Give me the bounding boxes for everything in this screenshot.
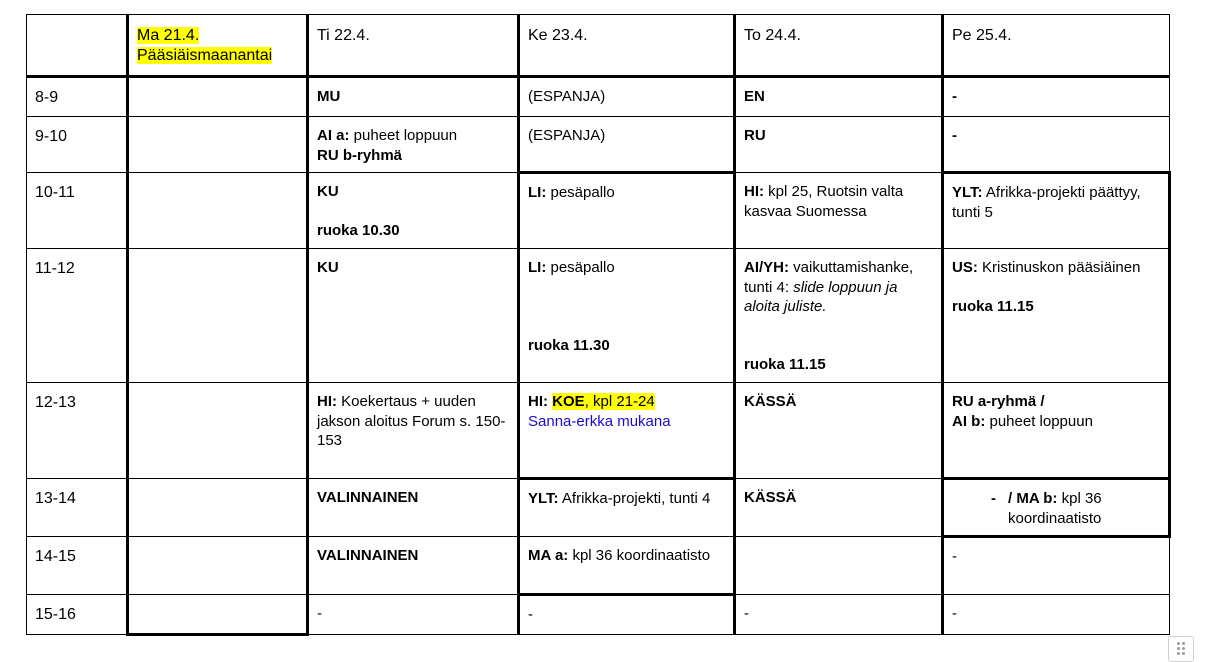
fri-cell[interactable] [943,117,1170,173]
wed-cell[interactable] [519,173,735,249]
mon-cell[interactable] [128,77,308,117]
fri-cell[interactable] [943,249,1170,383]
subject-label: KU [317,183,339,200]
time-cell[interactable] [27,249,128,383]
tue-cell[interactable] [308,383,519,479]
note-text: Sanna-erkka mukana [528,412,671,430]
task-text: Afrikka-projekti, tunti 4 [558,490,711,507]
subject-label: AI b: [952,412,986,430]
subject-label: - [952,548,957,565]
lunch-label: ruoka 11.15 [952,297,1034,315]
tue-cell[interactable] [308,173,519,249]
thu-cell[interactable] [735,383,943,479]
thu-cell[interactable] [735,479,943,537]
subject-label: KU [317,259,339,276]
subject-label: KÄSSÄ [744,393,797,410]
subject-label: HI: [528,393,553,410]
wed-cell[interactable] [519,479,735,537]
header-tue[interactable] [308,15,519,77]
row-14-15 [27,537,1170,595]
mon-cell[interactable] [128,173,308,249]
time-label: 14-15 [35,548,76,565]
time-label: 10-11 [35,184,75,201]
tue-cell[interactable] [308,479,519,537]
header-fri[interactable] [943,15,1170,77]
row-12-13 [27,383,1170,479]
bullet-item [952,489,1160,528]
fri-cell[interactable] [943,173,1170,249]
mon-cell[interactable] [128,383,308,479]
exam-label: KOE [552,393,585,410]
time-cell[interactable] [27,383,128,479]
task-text: Kristinuskon pääsiäinen [977,259,1141,276]
subject-label: KÄSSÄ [744,489,797,506]
exam-chapters: , kpl 21-24 [584,393,655,410]
task-italic-text: slide loppuun ja aloita juliste. [744,278,898,315]
time-cell[interactable] [27,479,128,537]
time-label: 11-12 [35,260,75,277]
subject-label: AI a: [317,127,350,144]
thu-cell[interactable] [735,173,943,249]
time-cell[interactable] [27,173,128,249]
header-fri-label: Pe 25.4. [952,27,1012,44]
subject-label: RU [744,127,766,144]
header-thu[interactable] [735,15,943,77]
mon-cell[interactable] [128,595,308,635]
header-tue-label: Ti 22.4. [317,27,370,44]
subject-label: RU b-ryhmä [317,146,403,164]
lunch-label: ruoka 11.30 [528,336,610,354]
wed-cell[interactable] [519,117,735,173]
row-8-9 [27,77,1170,117]
row-11-12 [27,249,1170,383]
row-13-14 [27,479,1170,537]
subject-label: YLT: [952,184,983,201]
mon-cell[interactable] [128,479,308,537]
schedule-table [26,14,1171,636]
wed-cell[interactable] [519,383,735,479]
row-15-16 [27,595,1170,635]
task-text: pesäpallo [546,184,615,201]
wed-cell[interactable] [519,77,735,117]
subject-label: YLT: [528,490,559,507]
time-cell[interactable] [27,537,128,595]
header-mon-date: Ma 21.4. [137,27,200,44]
row-10-11 [27,173,1170,249]
subject-label: (ESPANJA) [528,127,606,144]
time-cell[interactable] [27,117,128,173]
header-thu-label: To 24.4. [744,27,801,44]
subject-label: - [744,605,749,622]
wed-cell[interactable] [519,249,735,383]
thu-cell[interactable] [735,595,943,635]
thu-cell[interactable] [735,537,943,595]
time-label: 12-13 [35,394,76,411]
header-wed[interactable] [519,15,735,77]
time-label: 9-10 [35,128,68,145]
time-cell[interactable] [27,595,128,635]
drag-handle-icon[interactable] [1168,636,1194,662]
mon-cell[interactable] [128,537,308,595]
task-text: kpl 25, Ruotsin valta kasvaa Suomessa [744,183,904,220]
lunch-label: ruoka 11.15 [744,355,826,373]
tue-cell[interactable] [308,595,519,635]
subject-label: HI: [744,183,764,200]
time-cell[interactable] [27,77,128,117]
subject-label: - [952,127,957,144]
subject-label: - [952,605,957,622]
header-mon[interactable] [128,15,308,77]
subject-label: AI/YH: [744,259,789,276]
row-9-10 [27,117,1170,173]
header-mon-holiday: Pääsiäismaanantai [137,47,273,64]
subject-label: US: [952,259,978,276]
thu-cell[interactable] [735,77,943,117]
subject-label: VALINNAINEN [317,489,419,506]
subject-label: LI: [528,259,547,276]
tue-cell[interactable] [308,249,519,383]
subject-label: RU a-ryhmä / [952,393,1045,410]
bullet-marker: - [991,490,996,507]
subject-label: LI: [528,184,547,201]
task-text: vaikuttamishanke, tunti 4: [744,259,914,296]
task-text: puheet loppuun [985,412,1093,430]
fri-cell[interactable] [943,383,1170,479]
wed-cell[interactable] [519,595,735,635]
mon-cell[interactable] [128,249,308,383]
subject-label: (ESPANJA) [528,88,606,105]
tue-cell[interactable] [308,117,519,173]
task-text: Afrikka-projekti päättyy, tunti 5 [952,184,1141,221]
thu-cell[interactable] [735,249,943,383]
task-text: kpl 36 koordinaatisto [1008,490,1102,527]
time-label: 13-14 [35,490,76,507]
task-text: puheet loppuun [349,127,458,144]
subject-label: - [317,605,322,622]
header-row [27,15,1170,77]
mon-cell[interactable] [128,117,308,173]
task-text: kpl 36 koordinaatisto [568,547,711,564]
subject-label: / MA b: [1008,490,1058,507]
wed-cell[interactable] [519,537,735,595]
subject-label: MU [317,88,341,105]
thu-cell[interactable] [735,117,943,173]
task-text: pesäpallo [546,259,615,276]
tue-cell[interactable] [308,537,519,595]
fri-cell[interactable] [943,479,1170,537]
subject-label: - [952,88,957,105]
time-label: 8-9 [35,89,59,106]
subject-label: EN [744,88,765,105]
subject-label: - [528,606,533,623]
subject-label: HI: [317,393,337,410]
subject-label: MA a: [528,547,569,564]
tue-cell[interactable] [308,77,519,117]
corner-cell[interactable] [27,15,128,77]
time-label: 15-16 [35,606,76,623]
fri-cell[interactable] [943,537,1170,595]
fri-cell[interactable] [943,77,1170,117]
fri-cell[interactable] [943,595,1170,635]
lunch-label: ruoka 10.30 [317,221,400,239]
subject-label: VALINNAINEN [317,547,419,564]
task-text: Koekertaus + uuden jakson aloitus Forum s. 150-153 [317,393,506,449]
header-wed-label: Ke 23.4. [528,27,588,44]
